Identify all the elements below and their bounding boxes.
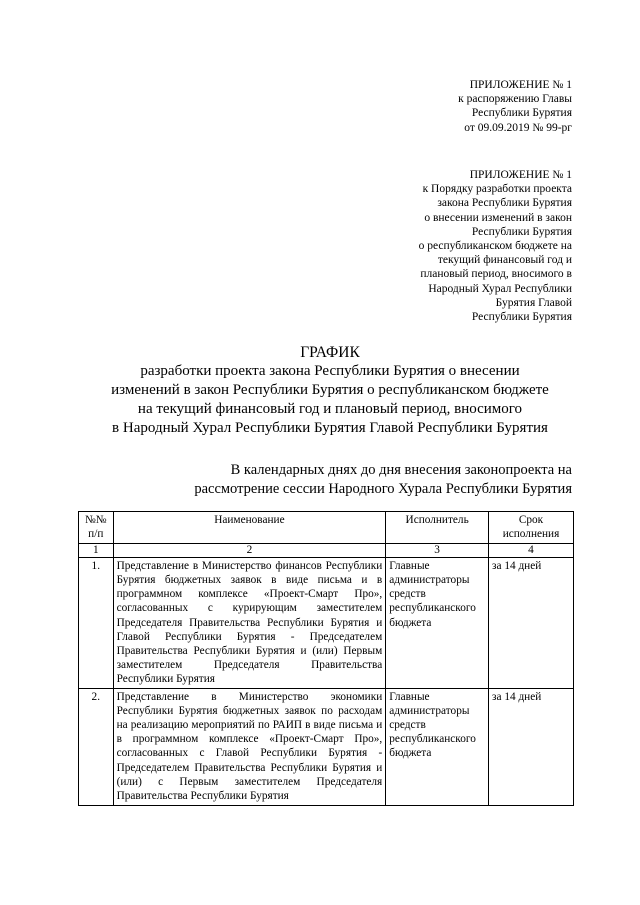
appendix-line: ПРИЛОЖЕНИЕ № 1 xyxy=(469,79,572,91)
row-deadline: за 14 дней xyxy=(489,689,574,806)
appendix-line: от 09.09.2019 № 99-рг xyxy=(464,121,572,134)
appendix-line: ПРИЛОЖЕНИЕ № 1 xyxy=(469,169,572,181)
document-title xyxy=(60,343,600,438)
title-line: разработки проекта закона Республики Бурятия о внесении xyxy=(140,363,520,379)
title-heading: ГРАФИК xyxy=(300,344,360,361)
appendix-line: Республики Бурятия xyxy=(471,311,572,324)
appendix-header-order xyxy=(458,78,572,135)
appendix-line: Народный Хурал Республики xyxy=(428,282,572,295)
row-name: Представление в Министерство экономики Республики Бурятия бюджетных заявок по расходам на реализацию мероприятий по РАИП в виде письма и в программном комплексе «Проект-Смарт Про», согласованных с Главой Республики Бурятия - Председателем Правительства Республики Бурятия и (или) с Первым заместителем Председателя Правительства Республики Бурятия xyxy=(113,689,386,806)
schedule-table xyxy=(78,511,574,806)
appendix-line: о внесении изменений в закон xyxy=(424,211,572,224)
appendix-line: закона Республики Бурятия xyxy=(437,197,572,210)
row-executor: Главные администраторы средств республиканского бюджета xyxy=(386,689,489,806)
column-number: 4 xyxy=(489,544,574,558)
title-line: в Народный Хурал Республики Бурятия Главой Республики Бурятия xyxy=(112,420,548,436)
appendix-line: к распоряжению Главы xyxy=(458,93,572,106)
table-row xyxy=(79,689,574,806)
column-number: 2 xyxy=(113,544,386,558)
title-line: на текущий финансовый год и плановый период, вносимого xyxy=(137,401,523,417)
days-note xyxy=(194,461,572,499)
appendix-line: Республики Бурятия xyxy=(471,225,572,238)
days-note-line: рассмотрение сессии Народного Хурала Республики Бурятия xyxy=(194,481,572,497)
appendix-line: текущий финансовый год и xyxy=(437,254,572,267)
row-number: 2. xyxy=(79,689,114,806)
row-name: Представление в Министерство финансов Республики Бурятия бюджетных заявок в виде письма и в программном комплексе «Проект-Смарт Про», согласованных с курирующим заместителем Председателя Правительства Республики Бурятия и Главой Республики Бурятия - Председателем Правительства Республики Бурятия и (или) Первым заместителем Председателя Правительства Республики Бурятия xyxy=(113,558,386,689)
appendix-line: плановый период, вносимого в xyxy=(420,268,572,281)
days-note-line: В календарных днях до дня внесения законопроекта на xyxy=(230,462,572,478)
row-deadline: за 14 дней xyxy=(489,558,574,689)
column-number: 3 xyxy=(386,544,489,558)
appendix-line: о республиканском бюджете на xyxy=(418,240,572,253)
title-line: изменений в закон Республики Бурятия о республиканском бюджете xyxy=(111,382,549,398)
header-name: Наименование xyxy=(113,512,386,544)
row-executor: Главные администраторы средств республиканского бюджета xyxy=(386,558,489,689)
row-number: 1. xyxy=(79,558,114,689)
column-number: 1 xyxy=(79,544,114,558)
appendix-header-procedure xyxy=(419,168,572,324)
header-num: №№ п/п xyxy=(79,512,114,544)
appendix-line: к Порядку разработки проекта xyxy=(422,183,572,196)
appendix-line: Республики Бурятия xyxy=(471,107,572,120)
table-header-row xyxy=(79,512,574,544)
table-row xyxy=(79,558,574,689)
header-deadline: Срок исполнения xyxy=(489,512,574,544)
header-executor: Исполнитель xyxy=(386,512,489,544)
column-number-row xyxy=(79,544,574,558)
appendix-line: Бурятия Главой xyxy=(495,296,572,309)
